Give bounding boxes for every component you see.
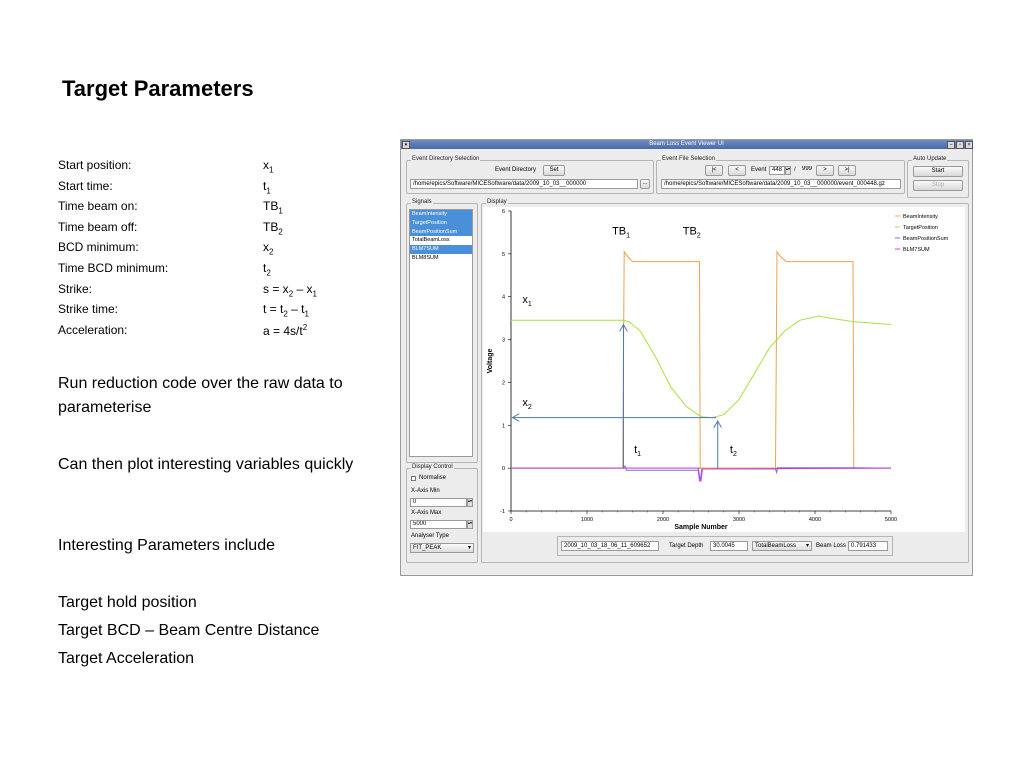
display-control-group [406, 464, 478, 563]
loss-signal-select[interactable] [752, 541, 812, 551]
chevron-down-icon: ▾ [467, 545, 471, 551]
event-directory-path-input[interactable]: /home/epics/Software/MICESoftware/data/2009_10_03__000000 [410, 179, 638, 189]
voltage-chart [483, 207, 965, 532]
event-file-path-input[interactable]: /home/epics/Software/MICESoftware/data/2009_10_03__000000/event_000448.gz [661, 179, 901, 189]
tb1-annotation: $TB_1$ [612, 225, 631, 240]
normalise-checkbox[interactable] [411, 476, 416, 481]
event-spinner-icon[interactable]: ▴▾ [785, 166, 791, 175]
event-file-group [656, 156, 905, 194]
series-line-beamintensity [511, 252, 891, 468]
x-axis-label: Sample Number [674, 524, 728, 531]
minimize-icon[interactable]: – [947, 141, 955, 149]
window-titlebar [401, 140, 972, 149]
group-title: Event Directory Selection [412, 156, 480, 162]
legend-entry: TargetPosition [903, 225, 938, 231]
event-directory-label: Event Directory [495, 167, 537, 173]
first-event-button[interactable]: |< [705, 165, 723, 176]
x-tick-label: 3000 [732, 517, 746, 523]
parameter-label: Start time: [58, 178, 113, 193]
auto-update-group [907, 156, 969, 198]
group-title: Signals [412, 199, 432, 205]
series-line-targetposition [511, 316, 891, 418]
t2-annotation: $t_2$ [729, 444, 737, 459]
x-tick-label: 1000 [580, 517, 594, 523]
x2-annotation: $x_2$ [522, 397, 532, 411]
y-tick-label: 2 [501, 380, 505, 387]
group-title: Display Control [412, 464, 453, 470]
xaxis-min-label: X-Axis Min [411, 488, 440, 494]
analyser-type-label: Analyser Type [411, 533, 449, 539]
xaxis-min-input[interactable]: 0 [410, 498, 467, 507]
signal-item[interactable]: TargetPosition [410, 219, 472, 228]
close-icon[interactable]: × [965, 141, 973, 149]
parameter-value: $s = x_2 - x_1$ [263, 281, 317, 298]
group-title: Auto Update [913, 156, 947, 162]
browse-button[interactable]: ... [640, 179, 650, 189]
event-label: Event [751, 167, 767, 173]
xaxis-max-input[interactable]: 5000 [410, 520, 467, 529]
parameter-label: BCD minimum: [58, 240, 139, 255]
plot-quickly-text: Can then plot interesting variables quickly [58, 456, 354, 473]
analyser-type-value: FIT_PEAK [413, 545, 442, 551]
legend-entry: BeamPositionSum [903, 236, 949, 242]
plot-area[interactable] [483, 207, 965, 532]
y-tick-label: 1 [501, 423, 505, 430]
event-total: 999 [802, 166, 813, 172]
parameter-label: Start position: [58, 158, 132, 172]
parameter-value: $x_1$ [263, 158, 274, 175]
window-title: Beam Loss Event Viewer UI [649, 141, 724, 147]
signal-item[interactable]: BLM8SUM [412, 254, 439, 261]
beam-loss-viewer-window [400, 139, 973, 576]
run-reduction-text: Run reduction code over the raw data to parameterise [58, 375, 343, 416]
slide-title: Target Parameters [62, 76, 254, 101]
y-tick-label: 4 [501, 294, 505, 301]
signal-item[interactable]: TotalBeamLoss [412, 237, 450, 244]
event-number-input[interactable]: 448 [769, 166, 785, 175]
event-directory-group [406, 156, 654, 194]
group-title: Event File Selection [662, 156, 716, 162]
signal-item[interactable]: BeamPositionSum [410, 228, 472, 237]
x1-annotation: $x_1$ [522, 294, 532, 309]
signal-item[interactable]: BeamIntensity [410, 210, 472, 219]
xaxis-max-spinner-icon[interactable]: ▴▾ [467, 520, 473, 529]
loss-signal-value: TotalBeamLoss [755, 543, 797, 549]
last-event-button[interactable]: >| [838, 165, 856, 176]
result-bar [557, 536, 893, 556]
parameter-value: $t = t_2 - t_1$ [263, 302, 309, 319]
x-tick-label: 2000 [656, 517, 670, 523]
y-tick-label: 0 [501, 466, 505, 473]
beam-loss-label: Beam Loss [816, 543, 847, 549]
interesting-list [58, 591, 378, 671]
parameter-label: Strike time: [58, 302, 119, 317]
beam-loss-field: 0.791433 [848, 541, 888, 551]
x-tick-label: 4000 [808, 517, 822, 523]
x-tick-label: 0 [509, 517, 513, 523]
parameter-value: $t_2$ [263, 260, 271, 278]
parameter-value: $TB_2$ [263, 219, 283, 237]
maximize-icon[interactable]: ▫ [956, 141, 964, 149]
target-depth-label: Target Depth [669, 543, 704, 549]
parameter-value: $TB_1$ [263, 199, 283, 216]
y-axis-label: Voltage [487, 348, 494, 374]
y-tick-label: 5 [501, 251, 505, 258]
parameter-label: Time BCD minimum: [58, 260, 169, 275]
parameter-value: $a = 4s/t^2$ [263, 322, 308, 338]
y-tick-label: 6 [501, 209, 505, 215]
interesting-item: Target hold position [58, 594, 197, 611]
parameter-label: Acceleration: [58, 322, 128, 337]
x-tick-label: 5000 [884, 517, 898, 523]
signal-item[interactable]: BLM7SUM [410, 245, 472, 254]
interesting-item: Target BCD – Beam Centre Distance [58, 622, 320, 639]
parameter-value: $t_1$ [263, 178, 271, 195]
xaxis-max-label: X-Axis Max [411, 510, 442, 516]
t1-annotation: $t_1$ [634, 444, 642, 459]
window-menu-icon[interactable]: ▾ [402, 141, 410, 149]
parameter-label: Time beam on: [58, 199, 138, 214]
start-button[interactable]: Start [913, 166, 963, 177]
next-event-button[interactable]: > [816, 165, 834, 176]
event-separator: / [794, 167, 796, 173]
group-title: Display [487, 199, 507, 205]
parameter-label: Time beam off: [58, 219, 138, 234]
legend-entry: BLM7SUM [903, 247, 930, 253]
set-button[interactable]: Set [543, 165, 565, 176]
event-timestamp-field: 2009_10_03_18_06_11_609652 [561, 541, 659, 551]
stop-button[interactable]: Stop [913, 180, 963, 191]
legend-entry: BeamIntensity [903, 214, 938, 220]
y-tick-label: 3 [501, 337, 505, 344]
y-tick-label: -1 [500, 509, 505, 515]
normalise-label: Normalise [419, 475, 447, 481]
target-depth-field: 30.0045 [710, 541, 748, 551]
interesting-header: Interesting Parameters include [58, 537, 275, 554]
interesting-item: Target Acceleration [58, 650, 195, 667]
tb2-annotation: $TB_2$ [682, 225, 701, 240]
xaxis-min-spinner-icon[interactable]: ▴▾ [467, 498, 473, 507]
parameter-label: Strike: [58, 281, 93, 296]
analyser-type-select[interactable] [410, 543, 474, 553]
parameter-value: $x_2$ [263, 240, 274, 257]
signals-list[interactable] [409, 209, 473, 457]
previous-event-button[interactable]: < [728, 165, 746, 176]
chevron-down-icon: ▾ [805, 543, 809, 549]
